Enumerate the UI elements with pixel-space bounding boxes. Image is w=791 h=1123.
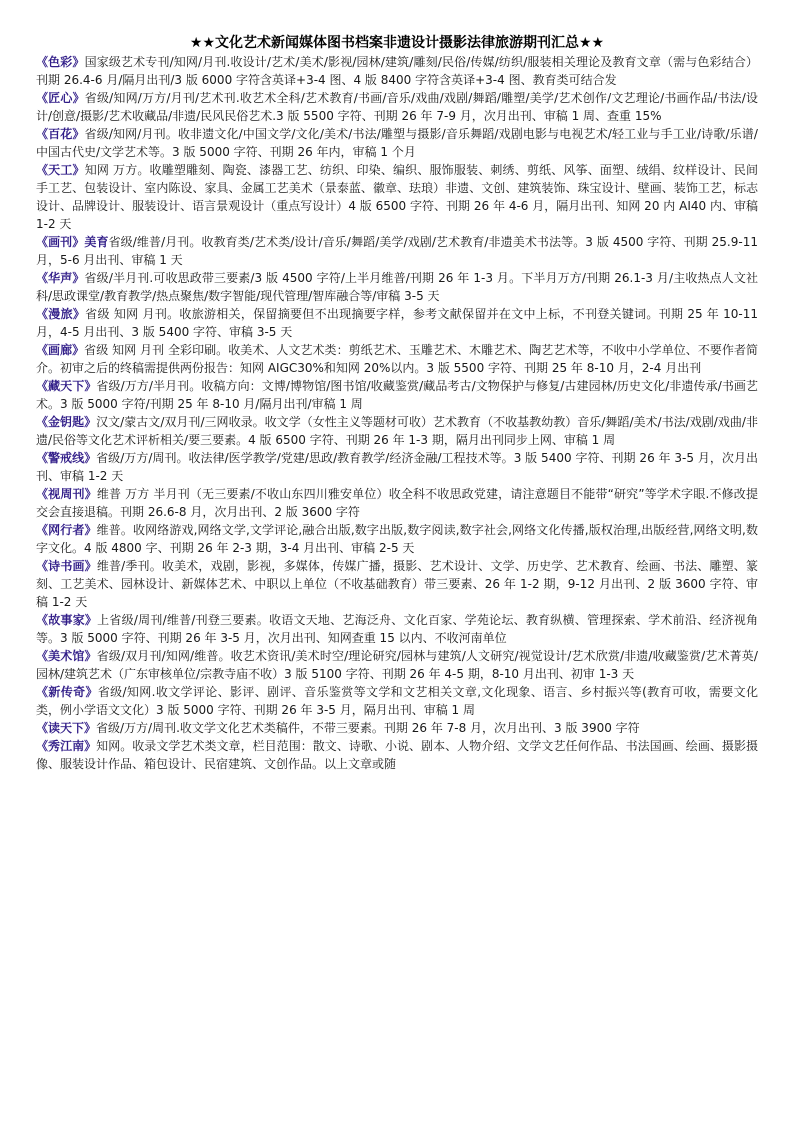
journal-entry: [36, 269, 758, 305]
journal-name: 《警戒线》: [36, 451, 97, 465]
journal-description: 省级/万方/周刊.收文学文化艺术类稿件，不带三要素。刊期 26 年 7-8 月，次月出刊、3 版 3900 字符: [96, 721, 640, 735]
journal-entry: [36, 53, 758, 89]
journal-entry: [36, 377, 758, 413]
journal-description: 维普/季刊。收美术，戏剧，影视，多媒体，传媒广播，摄影、艺术设计、文学、历史学、艺术教育、绘画、书法、雕塑、篆刻、工艺美术、园林设计、新媒体艺术、中职以上单位（不收基础教育）带三要素、26 年 1-2 期，9-12 月出刊、2 版 3600 字符、审稿 1-2 天: [36, 559, 758, 609]
journal-entry: [36, 89, 758, 125]
journal-description: 省级/知网/万方/月刊/艺术刊.收艺术全科/艺术教育/书画/音乐/戏曲/戏剧/舞蹈/雕塑/美学/艺术创作/文艺理论/书画作品/书法/设计/创意/摄影/艺术收藏品/非遗/民风民俗艺术.3 版 5500 字符、刊期 26 年 7-9 月，次月出刊、审稿 1 周、查重 15%: [36, 91, 758, 123]
journal-list: [36, 53, 758, 773]
journal-description: 知网 万方。收雕塑雕刻、陶瓷、漆器工艺、纺织、印染、编织、服饰服装、刺绣、剪纸、风筝、面塑、绒绢、纹样设计、民间手工艺、包装设计、室内陈设、家具、金属工艺美术（景泰蓝、徽章、珐琅）非遗、文创、建筑装饰、珠宝设计、壁画、装饰工艺，标志设计、品牌设计、服装设计、语言景观设计（重点写设计）4 版 6500 字符、刊期 26 年 4-6 月，隔月出刊、知网 20 内 AI40 内、审稿 1-2 天: [36, 163, 758, 231]
journal-name: 《网行者》: [36, 523, 97, 537]
journal-name: 《美术馆》: [36, 649, 97, 663]
journal-name: 《故事家》: [36, 613, 98, 627]
journal-description: 省级/知网/月刊。收非遗文化/中国文学/文化/美术/书法/雕塑与摄影/音乐舞蹈/戏剧电影与电视艺术/轻工业与手工业/诗歌/乐谱/中国古代史/文学艺术等。3 版 5000 字符、刊期 26 年内，审稿 1 个月: [36, 127, 758, 159]
journal-entry: [36, 413, 758, 449]
document-page: [36, 34, 758, 1114]
journal-name: 《画刊》美育: [36, 235, 109, 249]
journal-entry: [36, 647, 758, 683]
journal-name: 《百花》: [36, 127, 85, 141]
journal-description: 省级/万方/周刊。收法律/医学教学/党建/思政/教育教学/经济金融/工程技术等。3 版 5400 字符、刊期 26 年 3-5 月，次月出刊、审稿 1-2 天: [36, 451, 758, 483]
journal-name: 《诗书画》: [36, 559, 97, 573]
journal-name: 《华声》: [36, 271, 85, 285]
journal-entry: [36, 683, 758, 719]
journal-description: 省级/维普/月刊。收教育类/艺术类/设计/音乐/舞蹈/美学/戏剧/艺术教育/非遗美术书法等。3 版 4500 字符、刊期 25.9-11 月，5-6 月出刊、审稿 1 天: [36, 235, 758, 267]
journal-entry: [36, 449, 758, 485]
journal-entry: [36, 521, 758, 557]
journal-description: 知网。收录文学艺术类文章，栏目范围：散文、诗歌、小说、剧本、人物介绍、文学文艺任何作品、书法国画、绘画、摄影摄像、服装设计作品、箱包设计、民宿建筑、文创作品。以上文章或随: [36, 739, 758, 771]
journal-description: 维普 万方 半月刊（无三要素/不收山东四川雅安单位）收全科不收思政党建，请注意题目不能带“研究”等学术字眼.不修改提交会直接退稿。刊期 26.6-8 月，次月出刊、2 版 3600 字符: [36, 487, 758, 519]
journal-name: 《色彩》: [36, 55, 85, 69]
journal-description: 国家级艺术专刊/知网/月刊.收设计/艺术/美术/影视/园林/建筑/雕刻/民俗/传媒/纺织/服装相关理论及教育文章（需与色彩结合）刊期 26.4-6 月/隔月出刊/3 版 6000 字符含英译+3-4 图、4 版 8400 字符含英译+3-4 图、教育类可结合发: [36, 55, 758, 87]
journal-name: 《新传奇》: [36, 685, 98, 699]
journal-entry: [36, 719, 758, 737]
journal-entry: [36, 341, 758, 377]
journal-name: 《漫旅》: [36, 307, 86, 321]
journal-description: 省级 知网 月刊 全彩印刷。收美术、人文艺术类：剪纸艺术、玉雕艺术、木雕艺术、陶艺艺术等，不收中小学单位、不要作者简介。初审之后的终稿需提供两份报告：知网 AIGC30%和知网 20%以内。3 版 5500 字符、刊期 25 年 8-10 月，2-4 月出刊: [36, 343, 758, 375]
journal-description: 维普。收网络游戏,网络文学,文学评论,融合出版,数字出版,数字阅读,数字社会,网络文化传播,版权治理,出版经营,网络文明,数字文化。4 版 4800 字、刊期 26 年 2-3 期，3-4 月出刊、审稿 2-5 天: [36, 523, 758, 555]
document-title: ★★文化艺术新闻媒体图书档案非遗设计摄影法律旅游期刊汇总★★: [189, 35, 605, 51]
journal-description: 省级/万方/半月刊。收稿方向：文博/博物馆/图书馆/收藏鉴赏/藏品考古/文物保护与修复/古建园林/历史文化/非遗传承/书画艺术。3 版 5000 字符/刊期 25 年 8-10 月/隔月出刊/审稿 1 周: [36, 379, 758, 411]
journal-entry: [36, 485, 758, 521]
journal-name: 《画廊》: [36, 343, 85, 357]
journal-entry: [36, 161, 758, 233]
journal-entry: [36, 305, 758, 341]
journal-name: 《视周刊》: [36, 487, 97, 501]
journal-entry: [36, 125, 758, 161]
journal-name: 《藏天下》: [36, 379, 97, 393]
journal-name: 《天工》: [36, 163, 85, 177]
journal-description: 省级 知网 月刊。收旅游相关，保留摘要但不出现摘要字样，参考文献保留并在文中上标，不刊登关键词。刊期 25 年 10-11 月，4-5 月出刊、3 版 5400 字符、审稿 3-5 天: [36, 307, 758, 339]
journal-description: 汉文/蒙古文/双月刊/三网收录。收文学（女性主义等题材可收）艺术教育（不收基教幼教）音乐/舞蹈/美术/书法/戏剧/戏曲/非遗/民俗等文化艺术评析相关/要三要素。4 版 6500 字符、刊期 26 年 1-3 期，隔月出刊同步上网、审稿 1 周: [36, 415, 758, 447]
journal-entry: [36, 611, 758, 647]
journal-description: 省级/半月刊.可收思政带三要素/3 版 4500 字符/上半月维普/刊期 26 年 1-3 月。下半月万方/刊期 26.1-3 月/主收热点人文社科/思政课堂/教育教学/热点聚焦/数字智能/现代管理/智库融合等/审稿 3-5 天: [36, 271, 758, 303]
journal-description: 省级/知网.收文学评论、影评、剧评、音乐鉴赏等文学和文艺相关文章,文化现象、语言、乡村振兴等(教育可收，需要文化类，例小学语文文化）3 版 5000 字符、刊期 26 年 3-5 月，隔月出刊、审稿 1 周: [36, 685, 758, 717]
journal-name: 《秀江南》: [36, 739, 97, 753]
journal-description: 上省级/周刊/维普/刊登三要素。收语文天地、艺海泛舟、文化百家、学苑论坛、教育纵横、管理探索、学术前沿、经济视角等。3 版 5000 字符、刊期 26 年 3-5 月，次月出刊、知网查重 15 以内、不收河南单位: [36, 613, 758, 645]
journal-entry: [36, 737, 758, 773]
journal-name: 《金钥匙》: [36, 415, 97, 429]
journal-entry: [36, 557, 758, 611]
journal-name: 《读天下》: [36, 721, 97, 735]
journal-name: 《匠心》: [36, 91, 85, 105]
journal-description: 省级/双月刊/知网/维普。收艺术资讯/美术时空/理论研究/园林与建筑/人文研究/视觉设计/艺术欣赏/非遗/收藏鉴赏/艺术菁英/园林/建筑艺术（广东审核单位/宗教寺庙不收）3 版 5100 字符、刊期 26 年 4-5 期，8-10 月出刊、初审 1-3 天: [36, 649, 758, 681]
journal-entry: [36, 233, 758, 269]
